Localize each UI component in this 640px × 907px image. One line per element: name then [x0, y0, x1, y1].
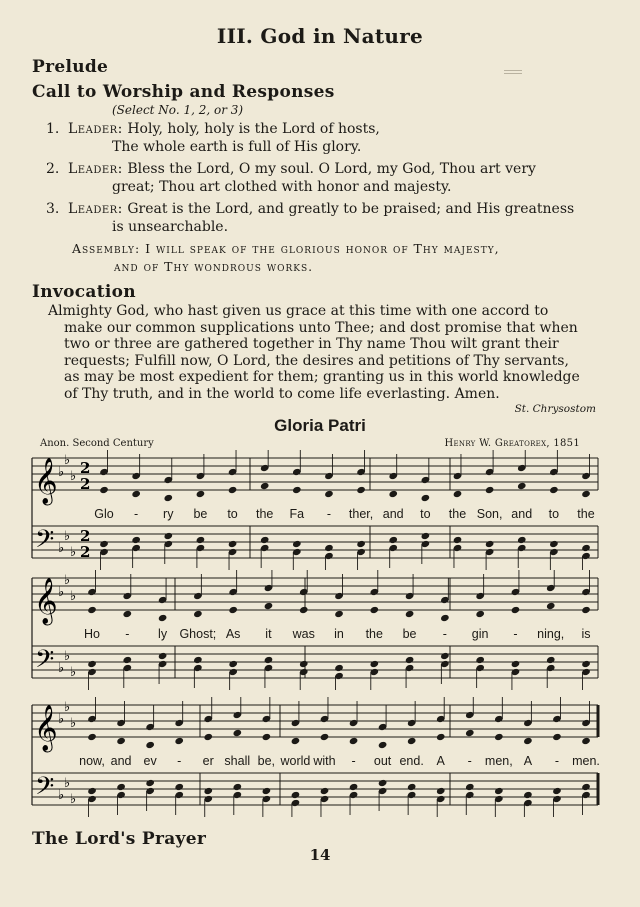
note-head [193, 610, 203, 618]
bass-clef: 𝄢 [35, 645, 55, 680]
lyric-syllable: the [577, 507, 595, 521]
select-note: (Select No. 1, 2, or 3) [112, 103, 244, 117]
flat-sign: ♭ [64, 700, 71, 715]
note-head [517, 536, 527, 544]
lyric-syllable: to [420, 507, 431, 521]
note-head [494, 733, 504, 741]
music-system-3 [0, 697, 640, 817]
response-line: is unsearchable. [112, 218, 229, 235]
note-head [262, 733, 272, 741]
assembly-line: Assembly: I will speak of the glorious honor of Thy majesty, [72, 241, 500, 256]
lyric-syllable: - [125, 627, 130, 641]
response-line: great; Thou art clothed with honor and majesty. [112, 178, 452, 195]
treble-clef: 𝄞 [34, 578, 58, 624]
lyric-syllable: it [265, 627, 272, 641]
lyric-syllable: - [467, 754, 472, 768]
music-system-2 [0, 570, 640, 690]
flat-sign: ♭ [64, 573, 71, 588]
note-head [228, 606, 238, 614]
note-head [405, 610, 415, 618]
hymn-composer: Henry W. Greatorex, 1851 [444, 438, 580, 449]
note-head [581, 490, 591, 498]
note-head [320, 787, 330, 795]
note-head [407, 737, 417, 745]
music-system-1 [0, 450, 640, 570]
lyric-syllable: ning, [537, 627, 565, 641]
note-head [453, 536, 463, 544]
note-head [87, 787, 97, 795]
note-head [581, 783, 591, 791]
note-head [99, 486, 109, 494]
response-number: 2. [46, 161, 60, 177]
note-head [324, 544, 334, 552]
note-head [494, 787, 504, 795]
note-head [465, 729, 475, 737]
lyric-syllable: and [511, 507, 533, 521]
lyric-syllable: now, [79, 754, 105, 768]
lyric-syllable: be, [257, 754, 276, 768]
lyric-syllable: ly [158, 627, 168, 641]
note-head [370, 606, 380, 614]
invocation-line: requests; Fulfill now, O Lord, the desires and petitions of Thy servants, [64, 352, 569, 369]
note-head [552, 733, 562, 741]
time-signature: 2 [80, 459, 91, 477]
lyric-syllable: - [554, 754, 560, 768]
lyric-syllable: - [134, 507, 139, 521]
leader-label: Leader: [68, 121, 123, 137]
note-head [299, 606, 309, 614]
lyric-syllable: - [442, 627, 447, 641]
note-head [549, 486, 559, 494]
note-head [260, 482, 270, 490]
treble-clef: 𝄞 [34, 705, 58, 751]
lyric-syllable: ry [163, 507, 174, 521]
note-head [421, 494, 431, 502]
lyric-syllable: er [202, 754, 214, 768]
flat-sign: ♭ [58, 788, 65, 803]
note-head [264, 602, 274, 610]
lyric-syllable: world [280, 754, 311, 768]
lyric-syllable: with [313, 754, 336, 768]
lyric-syllable: the [448, 507, 467, 521]
note-head [174, 783, 184, 791]
invocation-line: Almighty God, who hast given us grace at this time with one accord to [48, 303, 549, 319]
lyric-syllable: Son, [476, 507, 503, 521]
response-number: 3. [46, 201, 60, 217]
invocation-line: make our common supplications unto Thee; and dost promise that when [64, 319, 578, 336]
response-line: Holy, holy, holy is the Lord of hosts, [127, 121, 380, 137]
note-head [123, 610, 133, 618]
note-head [196, 490, 206, 498]
flat-sign: ♭ [64, 649, 71, 664]
note-head [475, 656, 485, 664]
note-head [405, 656, 415, 664]
lyric-syllable: be [402, 627, 417, 641]
note-head [440, 652, 450, 660]
hymn-text-source: Anon. Second Century [40, 438, 154, 449]
lyric-syllable: ther, [348, 507, 374, 521]
flat-sign: ♭ [58, 661, 65, 676]
note-head [378, 741, 388, 749]
bass-clef: 𝄢 [35, 772, 55, 807]
page-number: 14 [309, 846, 331, 864]
note-head [581, 606, 591, 614]
flat-sign: ♭ [58, 712, 65, 727]
note-head [320, 733, 330, 741]
prelude-heading: Prelude [32, 57, 109, 77]
note-head [546, 656, 556, 664]
lyric-syllable: - [326, 507, 332, 521]
note-head [158, 614, 168, 622]
lyric-syllable: to [548, 507, 560, 521]
note-head [87, 733, 97, 741]
note-head [407, 783, 417, 791]
chapter-title: III. God in Nature [216, 24, 424, 48]
note-head [581, 660, 591, 668]
note-head [158, 652, 168, 660]
note-head [99, 540, 109, 548]
lyric-syllable: - [351, 754, 356, 768]
note-head [517, 482, 527, 490]
response-number: 1. [46, 121, 60, 137]
invocation-text [48, 303, 603, 402]
lyric-syllable: men, [484, 754, 513, 768]
note-head [440, 614, 450, 622]
response-1 [46, 121, 380, 156]
note-head [163, 532, 173, 540]
note-head [546, 602, 556, 610]
lyric-syllable: end. [399, 754, 424, 768]
note-head [370, 660, 380, 668]
assembly-line: and of Thy wondrous works. [114, 259, 314, 274]
flat-sign: ♭ [64, 776, 71, 791]
note-head [196, 536, 206, 544]
bass-clef: 𝄢 [35, 525, 55, 560]
note-head [87, 660, 97, 668]
note-head [349, 737, 359, 745]
invocation-attribution: St. Chrysostom [514, 403, 596, 415]
lyric-syllable: Ho [84, 627, 100, 641]
note-head [193, 656, 203, 664]
call-to-worship-heading: Call to Worship and Responses [32, 82, 335, 102]
treble-clef: 𝄞 [34, 458, 58, 504]
note-head [475, 610, 485, 618]
lyric-syllable: Glo [94, 507, 114, 521]
lyric-syllable: - [177, 754, 182, 768]
flat-sign: ♭ [70, 469, 77, 484]
note-head [349, 783, 359, 791]
note-head [388, 536, 398, 544]
invocation-line: of Thy truth, and in the world to come life everlasting. Amen. [64, 385, 500, 402]
invocation-line: as may be most expedient for them; granting us in this world knowledge [64, 369, 580, 385]
note-head [436, 787, 446, 795]
note-head [581, 737, 591, 745]
note-head [233, 783, 243, 791]
response-line: Great is the Lord, and greatly to be praised; and His greatness [127, 201, 575, 217]
lords-prayer-heading: The Lord's Prayer [32, 829, 207, 849]
note-head [145, 741, 155, 749]
flat-sign: ♭ [70, 665, 77, 680]
lyric-syllable: and [382, 507, 404, 521]
invocation-line: two or three are gathered together in Thy name Thou wilt grant their [64, 336, 559, 352]
time-signature: 2 [80, 543, 91, 561]
lyric-syllable: the [365, 627, 383, 641]
note-head [511, 606, 521, 614]
note-head [334, 610, 344, 618]
note-head [485, 486, 495, 494]
leader-label: Leader: [68, 201, 123, 217]
note-head [262, 787, 272, 795]
note-head [421, 532, 431, 540]
lyric-syllable: A [436, 754, 445, 768]
note-head [549, 540, 559, 548]
note-head [388, 490, 398, 498]
note-head [485, 540, 495, 548]
lyric-syllable: to [227, 507, 238, 521]
note-head [203, 733, 213, 741]
lyric-syllable: the [255, 507, 274, 521]
note-head [378, 779, 388, 787]
lyric-syllable: A [523, 754, 533, 768]
note-head [233, 729, 243, 737]
note-head [116, 737, 126, 745]
flat-sign: ♭ [70, 545, 77, 560]
note-head [228, 540, 238, 548]
response-2 [46, 161, 536, 196]
note-head [131, 536, 141, 544]
note-head [264, 656, 274, 664]
note-head [174, 737, 184, 745]
note-head [291, 791, 301, 799]
note-head [292, 540, 302, 548]
assembly-response [72, 240, 602, 276]
hymn-title: Gloria Patri [274, 416, 366, 435]
note-head [260, 536, 270, 544]
note-head [292, 486, 302, 494]
note-head [552, 787, 562, 795]
flat-sign: ♭ [58, 585, 65, 600]
lyric-syllable: be [193, 507, 208, 521]
note-head [356, 486, 366, 494]
note-head [123, 656, 133, 664]
response-line: Bless the Lord, O my soul. O Lord, my God, Thou art very [127, 161, 536, 177]
note-head [228, 486, 238, 494]
lyric-syllable: Ghost; [179, 627, 217, 641]
time-signature: 2 [80, 527, 91, 545]
lyric-syllable: and [110, 754, 132, 768]
flat-sign: ♭ [70, 792, 77, 807]
note-head [324, 490, 334, 498]
note-head [334, 664, 344, 672]
note-head [511, 660, 521, 668]
lyric-syllable: in [334, 627, 344, 641]
lyric-syllable: shall [224, 754, 251, 768]
time-signature: 2 [80, 475, 91, 493]
note-head [453, 490, 463, 498]
lyric-syllable: was [292, 627, 315, 641]
note-head [145, 779, 155, 787]
lyric-syllable: gin [471, 627, 489, 641]
flat-sign: ♭ [70, 716, 77, 731]
note-head [356, 540, 366, 548]
note-head [228, 660, 238, 668]
flat-sign: ♭ [58, 465, 65, 480]
response-line: The whole earth is full of His glory. [112, 138, 362, 155]
leader-label: Leader: [68, 161, 123, 177]
lyric-syllable: ev [143, 754, 157, 768]
note-head [523, 737, 533, 745]
printer-mark [504, 70, 522, 74]
note-head [436, 733, 446, 741]
flat-sign: ♭ [64, 529, 71, 544]
lyric-syllable: out [373, 754, 392, 768]
note-head [116, 783, 126, 791]
note-head [523, 791, 533, 799]
response-3 [46, 201, 574, 236]
note-head [465, 783, 475, 791]
note-head [131, 490, 141, 498]
lyric-syllable: is [581, 627, 591, 641]
note-head [299, 660, 309, 668]
note-head [291, 737, 301, 745]
flat-sign: ♭ [70, 589, 77, 604]
note-head [581, 544, 591, 552]
note-head [87, 606, 97, 614]
invocation-heading: Invocation [32, 282, 136, 302]
note-head [163, 494, 173, 502]
lyric-syllable: men. [572, 754, 600, 768]
lyric-syllable: Fa [289, 507, 305, 521]
lyric-syllable: As [225, 627, 241, 641]
note-head [203, 787, 213, 795]
lyric-syllable: - [513, 627, 518, 641]
flat-sign: ♭ [64, 453, 71, 468]
flat-sign: ♭ [58, 541, 65, 556]
